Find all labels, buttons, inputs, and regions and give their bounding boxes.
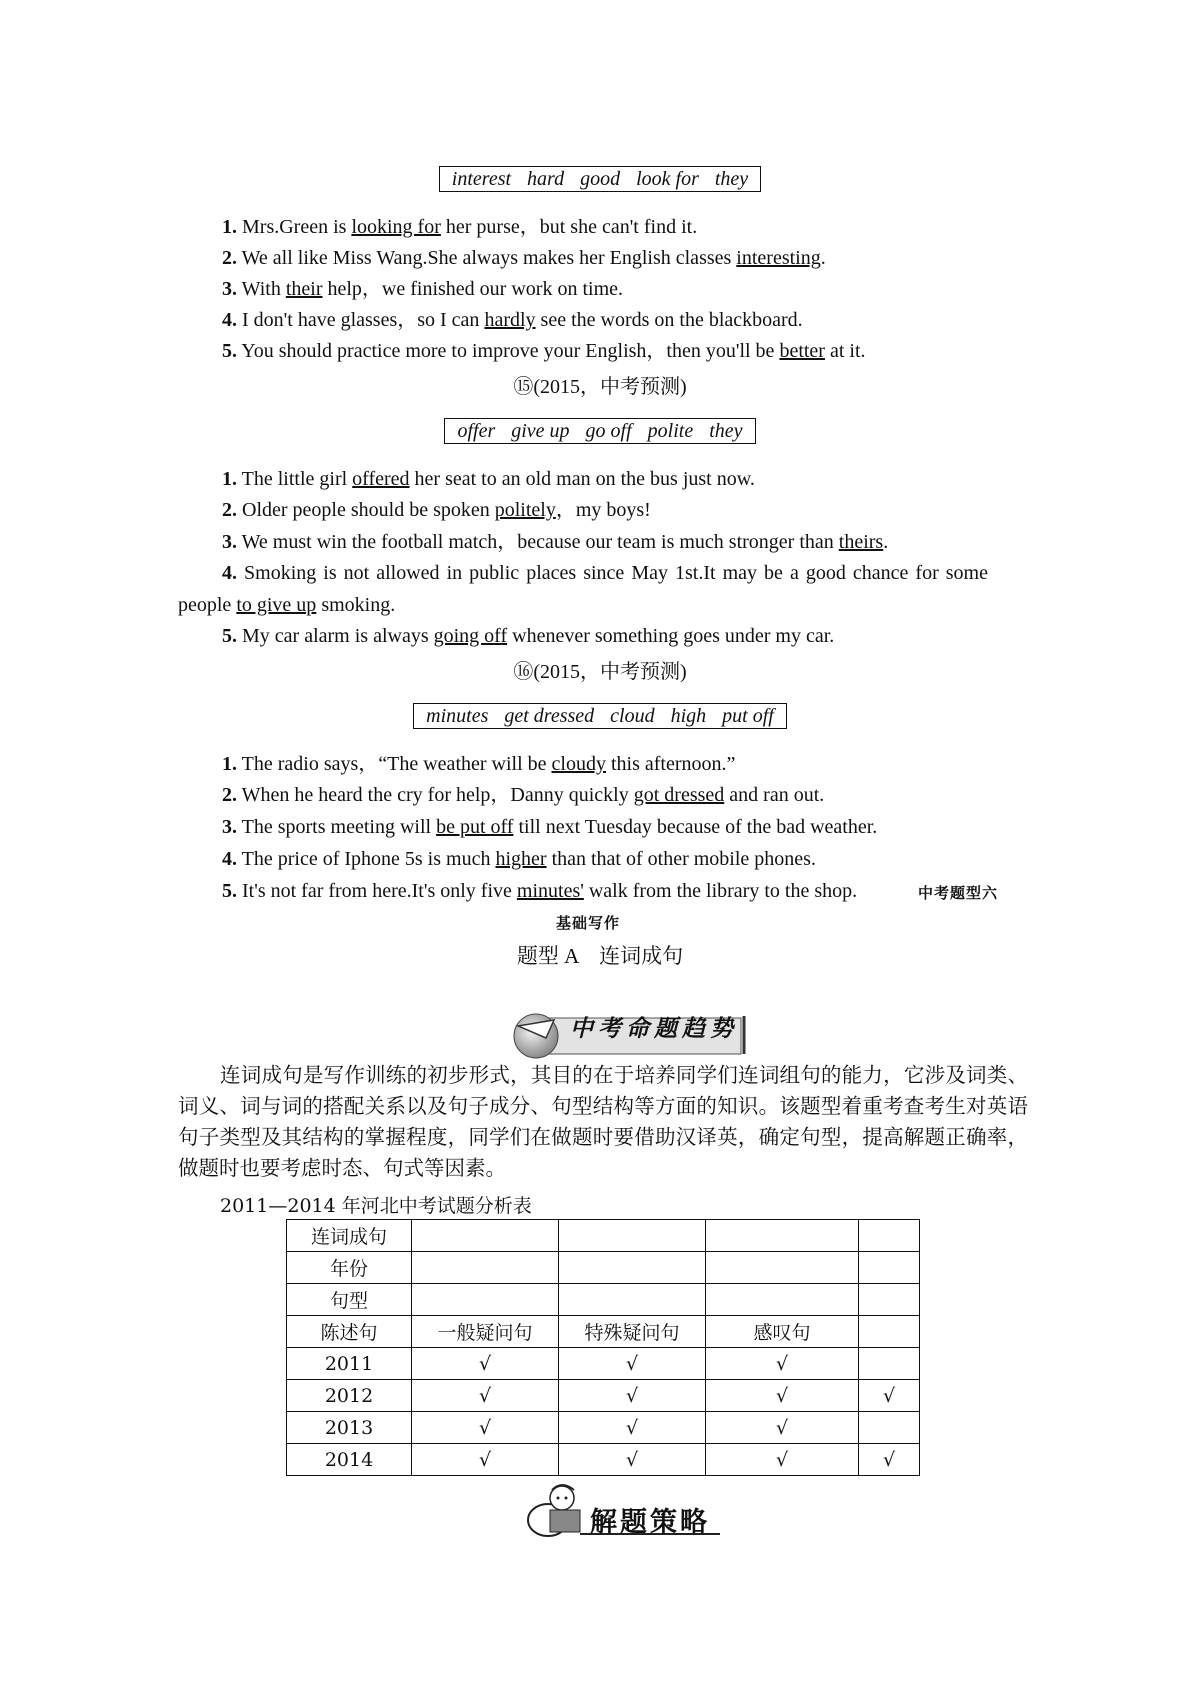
word-box-3 (413, 703, 787, 729)
table-cell: √ (706, 1412, 859, 1444)
word-box-2-word: they (709, 420, 743, 442)
question (222, 466, 755, 492)
question (222, 307, 803, 333)
question-text: her purse，but she can't find it. (440, 216, 698, 238)
table-cell: √ (706, 1444, 859, 1476)
section-title: 题型 A 连词成句 (516, 944, 684, 968)
question-text: this afternoon.” (605, 753, 736, 775)
question-number: 2. (222, 784, 237, 806)
question (222, 338, 866, 364)
table-row (287, 1284, 920, 1316)
question (222, 529, 888, 555)
question (222, 782, 824, 808)
question-text: see the words on the blackboard. (535, 309, 803, 331)
answer: theirs (838, 531, 884, 553)
table-cell (559, 1252, 706, 1284)
answer: looking for (351, 216, 441, 238)
question-text: My car alarm is always (242, 625, 434, 647)
word-box-3-word: get dressed (504, 705, 595, 727)
table-cell: 句型 (287, 1284, 412, 1316)
word-box-1-word: hard (527, 168, 565, 190)
question-text: Mrs.Green is (242, 216, 352, 238)
answer: better (779, 340, 825, 362)
question-text: Older people should be spoken (242, 499, 495, 521)
table-cell: 2012 (287, 1380, 412, 1412)
question-text: walk from the library to the shop. (583, 880, 858, 902)
table-cell (412, 1252, 559, 1284)
table-cell: √ (706, 1380, 859, 1412)
word-box-3-line (0, 703, 1200, 729)
word-box-1-word: look for (636, 168, 699, 190)
answer: interesting (736, 247, 821, 269)
word-box-2-word: offer (457, 420, 496, 442)
table-cell (412, 1220, 559, 1252)
table-row (287, 1412, 920, 1444)
question-number: 3. (222, 816, 237, 838)
answer: minutes' (516, 880, 584, 902)
question-text: her seat to an old man on the bus just now. (409, 468, 755, 490)
question-text: Smoking is not allowed in public places since May 1st.It may be a good chance for some people (178, 562, 988, 616)
table-cell (859, 1252, 920, 1284)
word-box-2 (444, 418, 755, 444)
table-cell: √ (412, 1412, 559, 1444)
question-text: We must win the football match，because our team is much stronger than (241, 531, 839, 553)
table-cell: √ (559, 1380, 706, 1412)
answer: cloudy (551, 753, 606, 775)
table-cell (859, 1316, 920, 1348)
table-cell (859, 1348, 920, 1380)
answer: got dressed (633, 784, 725, 806)
word-box-2-word: go off (585, 420, 632, 442)
table-cell: 2013 (287, 1412, 412, 1444)
question-text: . (820, 247, 826, 269)
question-text: The price of Iphone 5s is much (241, 848, 496, 870)
answer: going off (433, 625, 508, 647)
section-label: 基础写作 (556, 914, 621, 932)
answer: to give up (236, 594, 317, 616)
question-text: than that of other mobile phones. (546, 848, 816, 870)
intro-paragraph: 连词成句是写作训练的初步形式，其目的在于培养同学们连词组句的能力，它涉及词类、词义、词与词的搭配关系以及句子成分、句型结构等方面的知识。该题型着重考查考生对英语句子类型及其结构的掌握程度，同学们在做题时要借助汉译英，确定句型，提高解题正确率，做题时也要考虑时态、句式等因素。 (178, 1063, 1028, 1180)
question-text: The radio says，“The weather will be (241, 753, 552, 775)
word-box-3-word: minutes (426, 705, 489, 727)
question-number: 1. (222, 468, 237, 490)
question (222, 814, 877, 840)
word-box-3-word: cloud (610, 705, 655, 727)
table-cell: 感叹句 (706, 1316, 859, 1348)
question-number: 4. (222, 848, 237, 870)
question (222, 276, 623, 302)
word-box-1-word: good (580, 168, 621, 190)
table-caption: 2011—2014 年河北中考试题分析表 (220, 1195, 532, 1217)
table-row (287, 1444, 920, 1476)
section-heading-15: ⑮(2015，中考预测) (513, 376, 687, 398)
table-cell (559, 1220, 706, 1252)
table-cell (706, 1252, 859, 1284)
question (222, 497, 651, 523)
section-heading-16: ⑯(2015，中考预测) (513, 661, 687, 683)
word-box-3-word: high (670, 705, 707, 727)
question-number: 1. (222, 753, 237, 775)
question-number: 2. (222, 499, 237, 521)
table-cell: √ (412, 1444, 559, 1476)
question-number: 5. (222, 880, 237, 902)
question-number: 5. (222, 340, 237, 362)
question-number: 5. (222, 625, 237, 647)
word-box-1-word: they (714, 168, 749, 190)
table-row (287, 1380, 920, 1412)
question-text: . (883, 531, 889, 553)
answer: be put off (436, 816, 514, 838)
answer: politely (494, 499, 556, 521)
table-cell: √ (859, 1380, 920, 1412)
question-number: 4. (222, 309, 237, 331)
table-row (287, 1220, 920, 1252)
word-box-1-word: interest (451, 168, 512, 190)
table-cell: √ (412, 1380, 559, 1412)
question-text: and ran out. (724, 784, 825, 806)
table-cell (706, 1284, 859, 1316)
word-box-2-line (0, 418, 1200, 444)
word-box-2-word: polite (647, 420, 694, 442)
question-text: at it. (824, 340, 866, 362)
word-box-2-word: give up (511, 420, 570, 442)
table-cell (706, 1220, 859, 1252)
table-cell: √ (706, 1348, 859, 1380)
question-text: When he heard the cry for help，Danny quickly (241, 784, 634, 806)
table-cell (859, 1412, 920, 1444)
answer: their (285, 278, 323, 300)
question-number: 3. (222, 278, 237, 300)
question-text: We all like Miss Wang.She always makes her English classes (241, 247, 737, 269)
question-number: 4. (222, 562, 237, 584)
question-number: 1. (222, 216, 237, 238)
table-cell: √ (559, 1412, 706, 1444)
table-row (287, 1252, 920, 1284)
word-box-3-word: put off (722, 705, 774, 727)
question (178, 557, 988, 621)
table-cell: √ (559, 1444, 706, 1476)
question-text: smoking. (316, 594, 396, 616)
section-label: 中考题型六 (918, 884, 999, 902)
question-text: I don't have glasses，so I can (242, 309, 485, 331)
question-text: ，my boys! (555, 499, 651, 521)
banner-title: 中考命题趋势 (570, 1016, 738, 1042)
table-cell: 陈述句 (287, 1316, 412, 1348)
question-text: The little girl (241, 468, 353, 490)
table-cell: 2011 (287, 1348, 412, 1380)
question-text: With (241, 278, 286, 300)
table-cell (412, 1284, 559, 1316)
question-text: whenever something goes under my car. (507, 625, 835, 647)
analysis-table (286, 1219, 920, 1476)
question (222, 245, 826, 271)
table-cell (859, 1284, 920, 1316)
table-cell: √ (559, 1348, 706, 1380)
question-text: You should practice more to improve your English，then you'll be (241, 340, 780, 362)
table-cell: 2014 (287, 1444, 412, 1476)
answer: offered (352, 468, 410, 490)
answer: hardly (484, 309, 536, 331)
answer: higher (495, 848, 547, 870)
question (222, 878, 857, 904)
table-cell: √ (859, 1444, 920, 1476)
table-row (287, 1316, 920, 1348)
question (222, 214, 697, 240)
question (222, 623, 834, 649)
question-text: It's not far from here.It's only five (242, 880, 517, 902)
word-box-1 (439, 166, 761, 192)
table-cell: √ (412, 1348, 559, 1380)
table-cell: 特殊疑问句 (559, 1316, 706, 1348)
question (222, 846, 816, 872)
table-cell (559, 1284, 706, 1316)
table-cell (859, 1220, 920, 1252)
word-box-1-line (0, 166, 1200, 192)
question-text: help，we finished our work on time. (322, 278, 623, 300)
table-cell: 一般疑问句 (412, 1316, 559, 1348)
question-text: till next Tuesday because of the bad weather. (513, 816, 878, 838)
strategy-title: 解题策略 (590, 1507, 710, 1538)
table-cell: 年份 (287, 1252, 412, 1284)
question-text: The sports meeting will (241, 816, 437, 838)
table-cell: 连词成句 (287, 1220, 412, 1252)
question (222, 751, 735, 777)
table-row (287, 1348, 920, 1380)
question-number: 2. (222, 247, 237, 269)
question-number: 3. (222, 531, 237, 553)
